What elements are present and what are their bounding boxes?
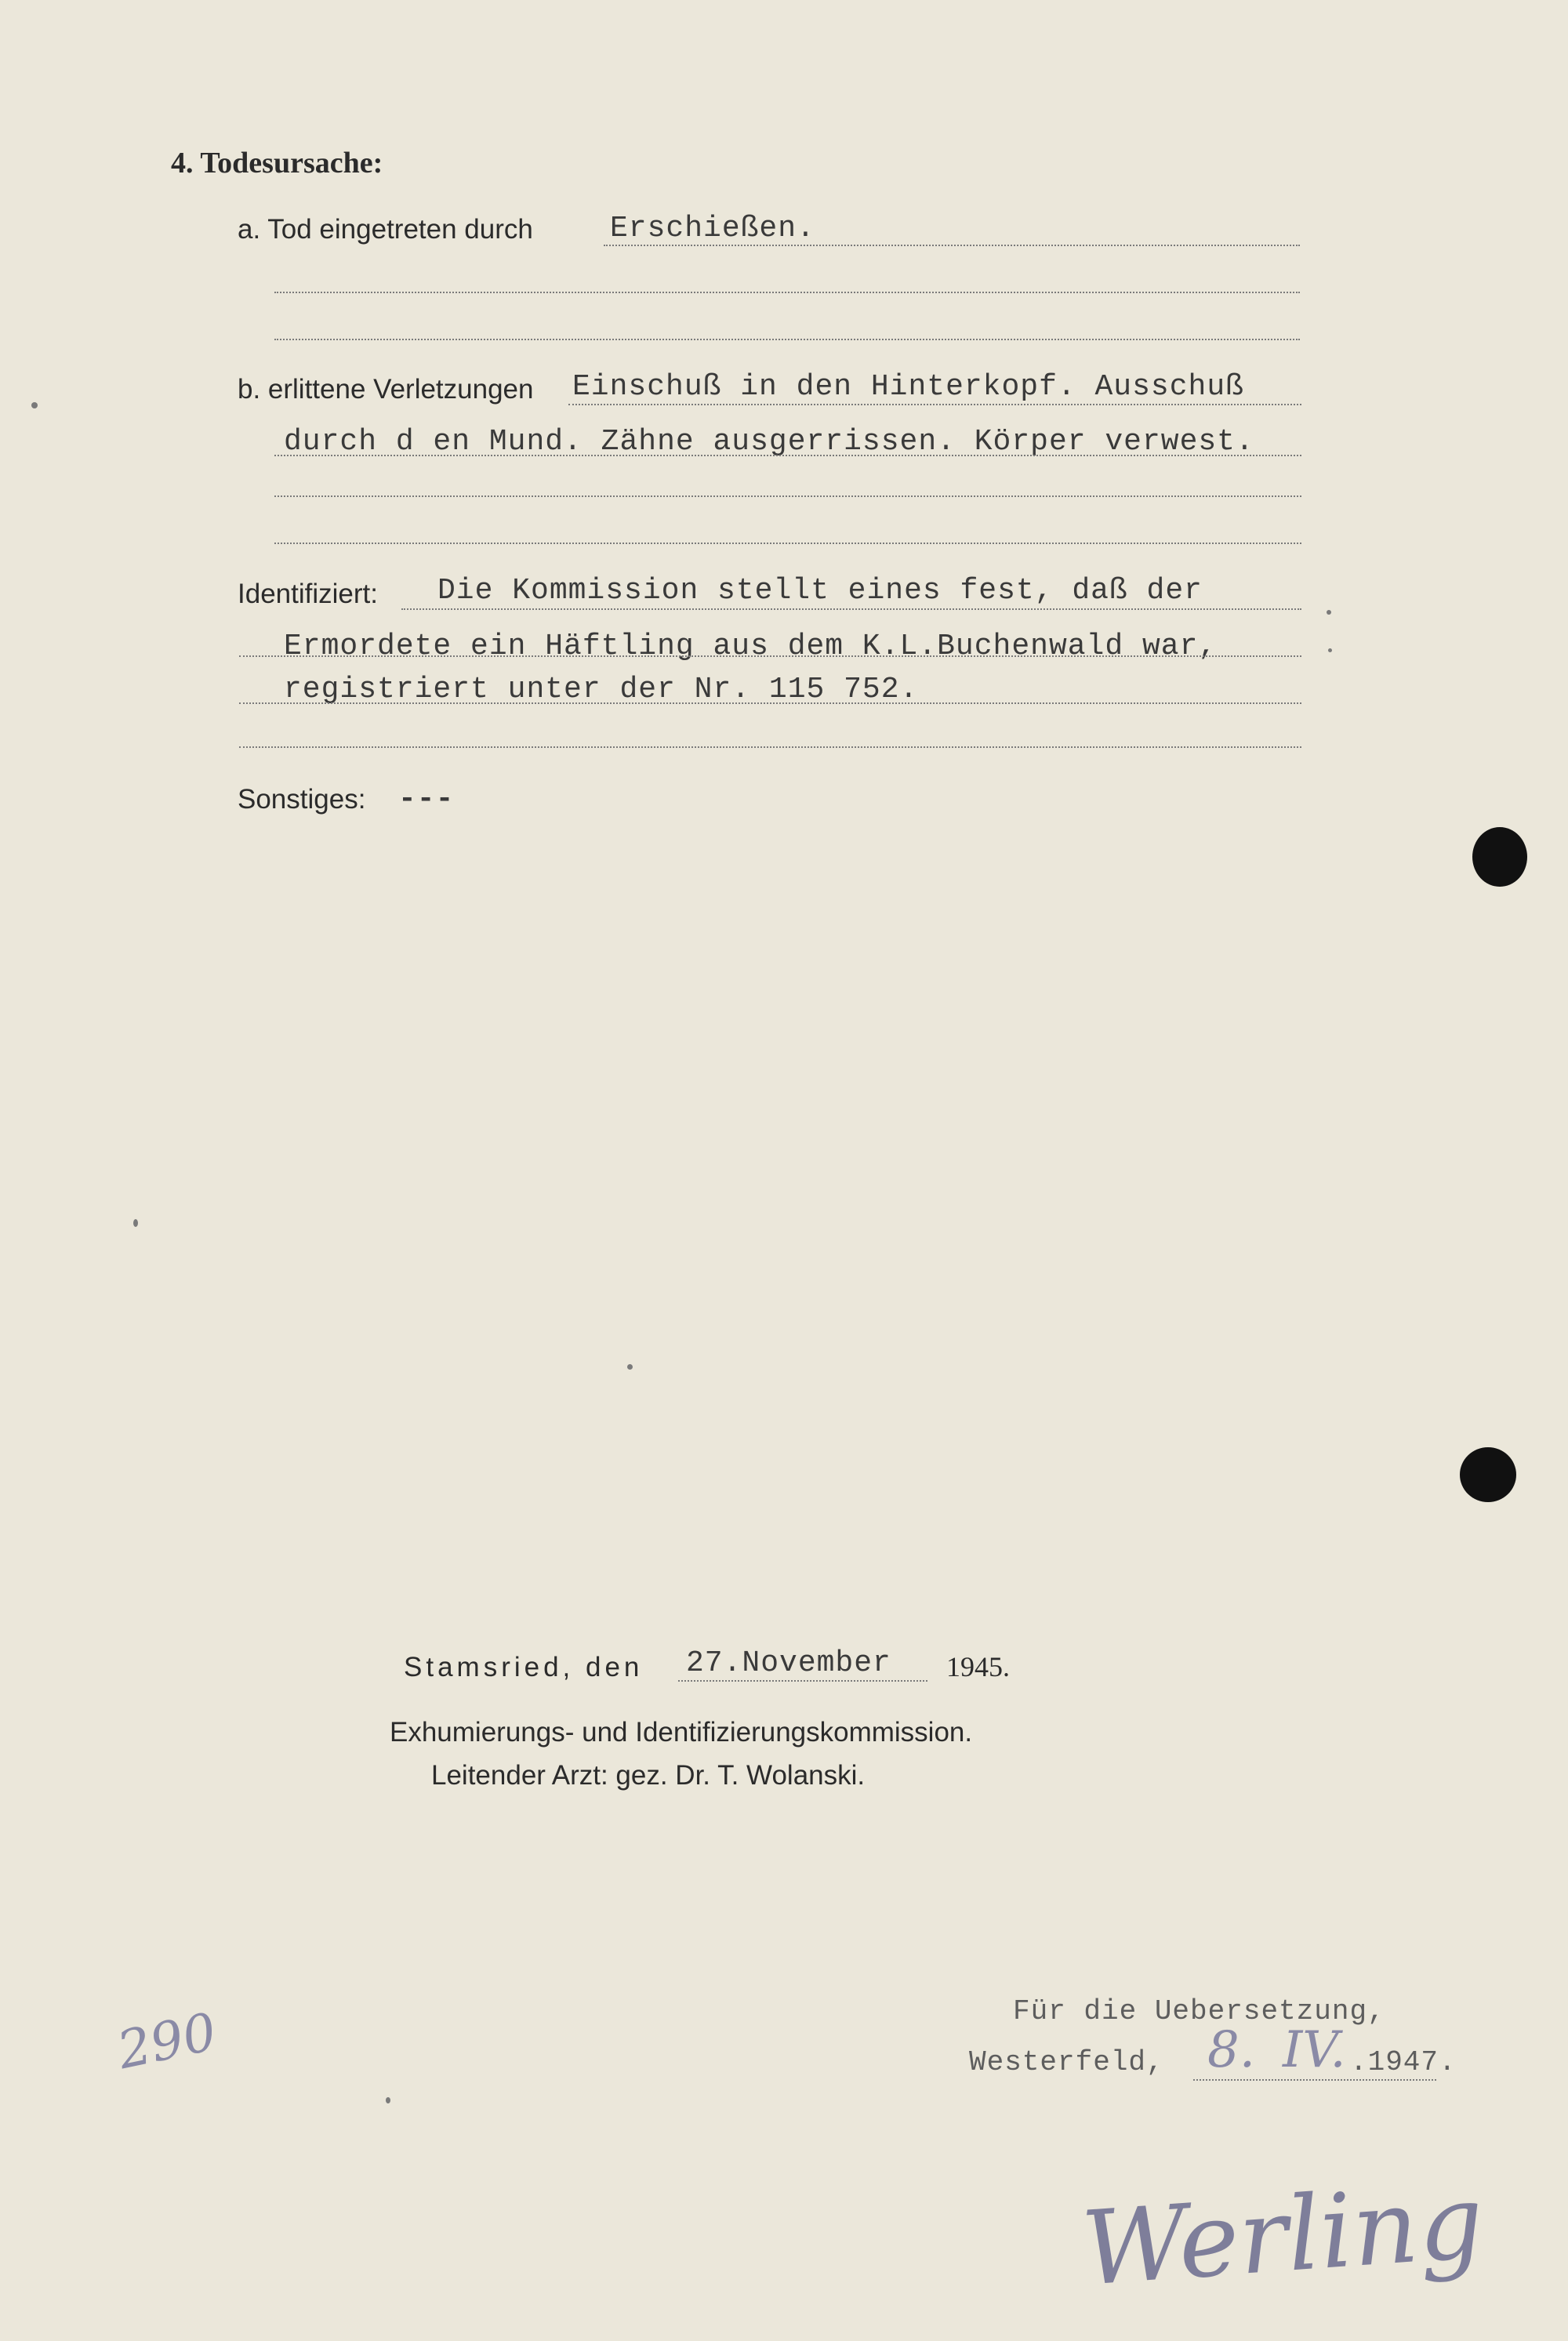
speck xyxy=(133,1219,138,1227)
cause-blank-line-2 xyxy=(274,339,1300,340)
speck xyxy=(1327,610,1331,615)
speck xyxy=(31,402,38,408)
injuries-blank-line-2 xyxy=(274,543,1301,544)
ink-blot-lower xyxy=(1460,1447,1516,1502)
identified-line-2: Ermordete ein Häftling aus dem K.L.Buchenwald war, xyxy=(284,630,1218,663)
cause-label: a. Tod eingetreten durch xyxy=(238,214,533,245)
place-label: Stamsried, den xyxy=(404,1652,644,1682)
signature-date-line xyxy=(678,1680,927,1682)
page-number-handwritten: 290 xyxy=(112,2001,222,2081)
injuries-blank-line-1 xyxy=(274,495,1301,497)
speck xyxy=(627,1364,633,1370)
identified-dotted-1 xyxy=(401,608,1301,610)
signature-year: 1945. xyxy=(946,1651,1010,1682)
ink-blot-upper xyxy=(1472,827,1527,887)
commission-name: Exhumierungs- und Identifizierungskommission. xyxy=(390,1717,973,1748)
section-heading: 4. Todesursache: xyxy=(171,147,383,180)
identified-blank-line xyxy=(239,746,1301,748)
translation-note-place: Westerfeld, xyxy=(969,2046,1164,2078)
speck xyxy=(386,2097,390,2103)
other-label: Sonstiges: xyxy=(238,784,366,815)
doctor-line: Leitender Arzt: gez. Dr. T. Wolanski. xyxy=(431,1760,866,1791)
translation-note-day: 8. xyxy=(1207,2021,1256,2079)
injuries-dotted-2 xyxy=(274,455,1301,456)
translation-note-year: .1947. xyxy=(1350,2046,1457,2078)
cause-blank-line-1 xyxy=(274,292,1300,293)
other-value: --- xyxy=(398,782,455,816)
handwritten-signature: Werling xyxy=(1078,2161,1487,2309)
signature-date: 27.November xyxy=(686,1646,891,1680)
translation-note-date-line xyxy=(1193,2079,1436,2081)
identified-dotted-3 xyxy=(239,702,1301,704)
cause-value: Erschießen. xyxy=(610,212,815,245)
injuries-line-2: durch d en Mund. Zähne ausgerrissen. Körper verwest. xyxy=(284,425,1254,459)
injuries-dotted-1 xyxy=(568,404,1301,405)
identified-line-1: Die Kommission stellt eines fest, daß der xyxy=(437,574,1203,608)
cause-line xyxy=(604,245,1300,246)
speck xyxy=(1328,648,1332,652)
injuries-label: b. erlittene Verletzungen xyxy=(238,374,534,405)
identified-dotted-2 xyxy=(239,655,1301,657)
identified-label: Identifiziert: xyxy=(238,579,378,609)
translation-note-line-1: Für die Uebersetzung, xyxy=(1013,1995,1385,2027)
injuries-line-1: Einschuß in den Hinterkopf. Ausschuß xyxy=(572,370,1244,404)
translation-note-month: IV. xyxy=(1283,2021,1346,2079)
identified-line-3: registriert unter der Nr. 115 752. xyxy=(284,673,919,706)
